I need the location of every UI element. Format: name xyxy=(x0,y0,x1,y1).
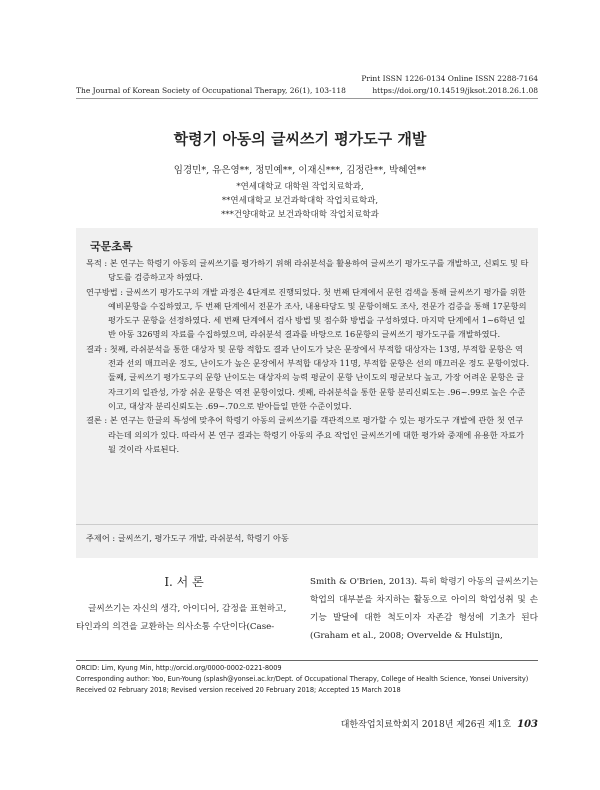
keywords: 주제어 : 글씨쓰기, 평가도구 개발, 라쉬분석, 학령기 아동 xyxy=(86,533,289,543)
affiliation-3: ***건양대학교 보건과학대학 작업치료학과 xyxy=(221,210,379,220)
footnote-rule xyxy=(76,660,538,661)
affiliation-1: *연세대학교 대학원 작업치료학과, xyxy=(236,182,364,192)
doi-link[interactable]: https://doi.org/10.14519/jksot.2018.26.1.08 xyxy=(372,86,538,95)
page-footer xyxy=(341,717,538,730)
header-rule xyxy=(76,98,538,99)
footnote-received: Received 02 February 2018; Revised version received 20 February 2018; Accepted 15 March 2018 xyxy=(76,686,401,694)
abstract-body xyxy=(86,256,530,456)
abstract-method: 연구방법 : 글씨쓰기 평가도구의 개발 과정은 4단계로 진행되었다. 첫 번째 단계에서 문헌 검색을 통해 글씨쓰기 평가를 위한 예비문항을 수집하였고, 두 번째 단계에서 전문가 조사, 내용타당도 및 문항이해도 조사, 전문가 검증을 통해 17문항의 평가도구 문항을 선정하였다. 세 번째 단계에서 검사 방법 및 점수화 방법을 구성하였다. 마지막 단계에서 1~6학년 일반 아동 326명의 자료를 수집하였으며, 라쉬분석 결과를 바탕으로 16문항의 글씨쓰기 평가도구를 개발하였다. xyxy=(86,286,527,340)
intro-column-1: 글씨쓰기는 자신의 생각, 아이디어, 감정을 표현하고, 타인과의 의견을 교환하는 의사소통 수단이다(Case- xyxy=(76,604,287,632)
abstract-box xyxy=(76,228,538,558)
footnote-orcid: ORCID: Lim, Kyung Min, http://orcid.org/0000-0002-0221-8009 xyxy=(76,664,282,672)
page-number: 103 xyxy=(517,719,538,730)
author-list: 임경민*, 유은영**, 정민예**, 이재신***, 김정란**, 박혜연** xyxy=(173,165,427,176)
footer-journal: 대한작업치료학회지 2018년 제26권 제1호 xyxy=(340,720,512,730)
journal-citation: The Journal of Korean Society of Occupational Therapy, 26(1), 103-118 xyxy=(76,86,346,95)
abstract-result: 결과 : 첫째, 라쉬분석을 통한 대상자 및 문항 적합도 결과 난이도가 낮은 문장에서 부적합 대상자는 13명, 부적합 문항은 역전과 선의 매끄러운 정도, 난이도가 높은 문장에서 부적합 대상자 11명, 부적합 문항은 선의 매끄러운 정도 문항이었다. 둘째, 글씨쓰기 평가도구의 문항 난이도는 대상자의 능력 평균이 문항 난이도의 평균보다 높고, 가장 어려운 문항은 글자크기의 일관성, 가장 쉬운 문항은 역전 문항이었다. 셋째, 라쉬분석을 통한 문항 분리신뢰도는 .96~.99로 높은 수준이고, 대상자 분리신뢰도는 .69~.70으로 받아들일 만한 수준이었다. xyxy=(86,343,530,411)
section-heading-introduction: Ⅰ. 서 론 xyxy=(164,575,204,589)
affiliation-2: **연세대학교 보건과학대학 작업치료학과, xyxy=(221,196,379,206)
footnote-corresponding: Corresponding author: Yoo, Eun-Young (splash@yonsei.ac.kr/Dept. of Occupational Therapy, College of Health Science, Yonsei University) xyxy=(76,675,529,683)
paper-title: 학령기 아동의 글씨쓰기 평가도구 개발 xyxy=(173,130,427,148)
abstract-purpose: 목적 : 본 연구는 학령기 아동의 글씨쓰기를 평가하기 위해 라쉬분석을 활용하여 글씨쓰기 평가도구를 개발하고, 신뢰도 및 타당도를 검증하고자 하였다. xyxy=(86,258,529,283)
abstract-conclusion: 결론 : 본 연구는 한글의 특성에 맞추어 학령기 아동의 글씨쓰기를 객관적으로 평가할 수 있는 평가도구 개발에 관한 첫 연구라는데 의의가 있다. 따라서 본 연구 결과는 학령기 아동의 주요 작업인 글씨쓰기에 대한 평가와 중재에 유용한 자료가 될 것이라 사료된다. xyxy=(86,415,524,454)
keyword-divider xyxy=(76,524,538,525)
abstract-heading: 국문초록 xyxy=(90,240,133,253)
intro-column-2: Smith & O'Brien, 2013). 특히 학령기 아동의 글씨쓰기는 학업의 대부분을 차지하는 활동으로 아이의 학업성취 및 손 기능 발달에 대한 척도이자 자존감 형성에 기초가 된다(Graham et al., 2008; Overvelde & Hulstijn, xyxy=(310,577,538,641)
issn-line: Print ISSN 1226-0134 Online ISSN 2288-7164 xyxy=(361,74,538,83)
